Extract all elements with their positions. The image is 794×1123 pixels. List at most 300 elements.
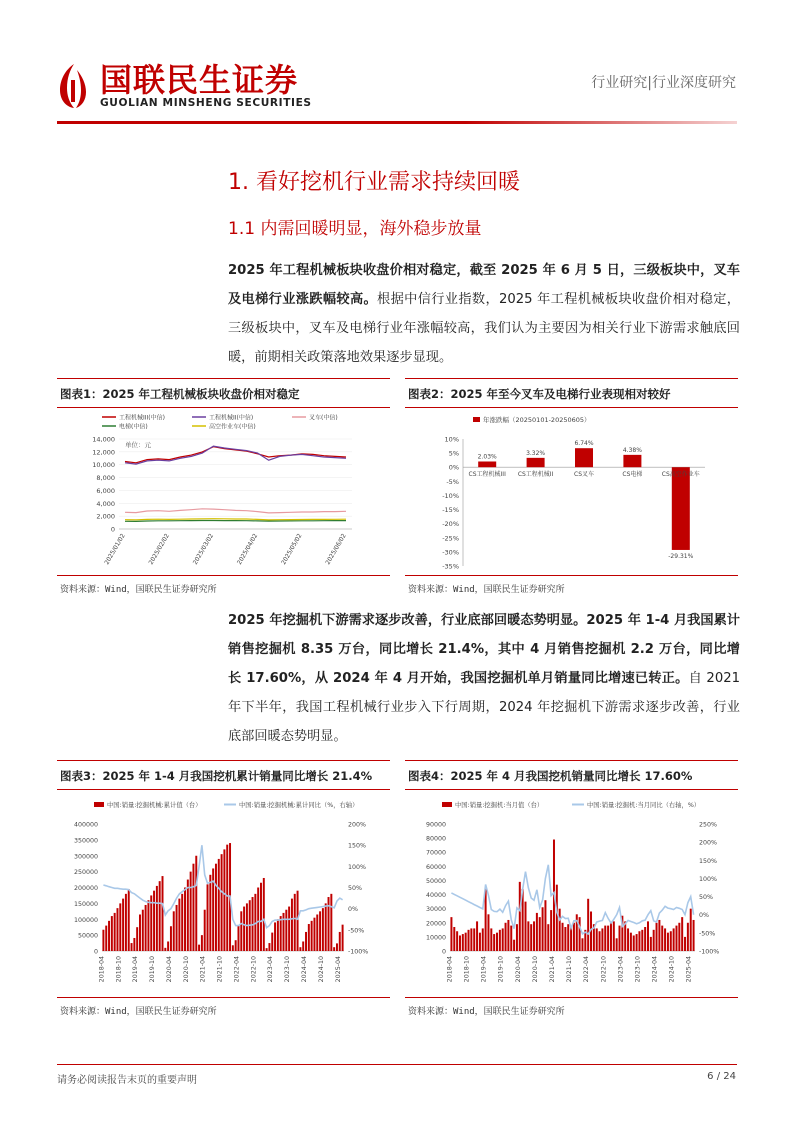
bar [294,894,296,951]
bar [610,923,612,951]
bar [133,938,135,951]
bar [487,914,489,951]
bar [305,932,307,951]
bar [570,927,572,951]
x-tick-label: 2023-10 [634,956,642,983]
y-tick-label: 200000 [73,885,98,892]
y-tick-label: -25% [442,534,459,543]
x-tick-label: 2024-10 [668,956,676,983]
series-line [125,446,346,464]
y-tick-label: 5% [448,449,459,458]
legend-label: 工程机械II(中信) [209,414,254,422]
bar [678,923,680,951]
bar [493,934,495,951]
bar [579,917,581,951]
legend-label: 中国:销量:挖掘机械:累计值（台） [107,802,202,809]
legend-label: 中国:销量:挖掘机械:累计同比（%，右轴） [239,802,359,809]
x-tick-label: 2018-10 [463,956,471,983]
brand-name-english: GUOLIAN MINSHENG SECURITIES [100,97,312,109]
y-tick-label: 300000 [73,853,98,861]
series-line [125,509,346,513]
bar [195,856,197,951]
bar [145,905,147,951]
x-tick-label: 2023-04 [267,956,275,983]
bar [333,947,335,951]
bar [271,933,273,951]
bar [240,911,242,951]
bar [116,908,118,951]
x-tick-label: CS工程机械II [517,471,554,479]
bar [263,878,265,951]
bar [525,902,527,951]
bar [207,884,209,951]
footer-divider [57,1064,737,1065]
bar [533,921,535,951]
y-tick-label: 10000 [425,934,446,942]
body-paragraph-1 [228,256,740,372]
bar [633,935,635,951]
bar [159,881,161,951]
bar [260,883,262,951]
bar [636,934,638,951]
bar [237,926,239,951]
bar [623,455,641,467]
figure-1-source: 资料来源：Wind，国联民生证券研究所 [60,585,217,595]
figure-1 [57,378,390,576]
bar [308,924,310,951]
y-tick-label: 14,000 [92,435,115,444]
bar [638,931,640,951]
bar [527,921,529,951]
figure-3-source: 资料来源：Wind，国联民生证券研究所 [60,1007,217,1017]
fig3-combo-chart [57,791,390,996]
y-tick-label: -10% [442,491,459,500]
bar [567,924,569,951]
x-tick-label: 2022-04 [233,956,241,983]
x-tick-label: 2018-10 [115,956,123,983]
bar [459,935,461,951]
bar [342,925,344,951]
y-tick-label: 10% [444,435,459,444]
paragraph-body: 自 2021 年下半年，我国工程机械行业步入下行周期，2024 年挖掘机下游需求逐步改善，行业底部回暖态势明显。 [228,671,740,744]
figure-3-title: 图表3：2025 年 1-4 月我国挖机累计销量同比增长 21.4% [60,769,373,783]
bar [667,933,669,951]
data-label: 2.03% [477,453,497,461]
bar [596,928,598,951]
bar [476,921,478,951]
bar [167,941,169,951]
bar [280,916,282,951]
fig4-combo-chart [405,791,738,996]
bar [673,928,675,951]
bar [268,943,270,951]
bar [693,920,695,951]
bar [450,917,452,951]
bar [661,926,663,951]
bar [156,886,158,951]
y2-tick-label: 0% [348,906,358,914]
bar [519,882,521,951]
data-label: 4.38% [622,446,642,454]
bar [556,885,558,951]
y2-tick-label: 100% [348,863,367,871]
x-tick-label: 2021-04 [199,956,207,983]
y-tick-label: 2,000 [96,512,115,521]
bar [607,926,609,951]
x-tick-label: 2023-04 [617,956,625,983]
y2-tick-label: 50% [699,894,713,902]
x-tick-label: 2024-04 [301,956,309,983]
x-tick-label: 2019-10 [149,956,157,983]
figure-4-title: 图表4：2025 年 4 月我国挖机销量同比增长 17.60% [408,769,693,783]
figure-2 [405,378,738,576]
bar [288,907,290,951]
y2-tick-label: 100% [699,875,718,883]
legend-swatch [473,417,480,422]
bar [502,928,504,951]
x-tick-label: CS高空作业车 [661,471,700,479]
x-tick-label: 2025/06/02 [324,532,348,566]
data-label: 3.32% [526,449,546,457]
x-tick-label: CS电梯 [622,471,643,479]
fig1-line-chart [57,409,390,574]
bar [664,928,666,951]
bar [624,921,626,951]
bar [209,875,211,951]
bar [470,928,472,951]
bar [575,448,593,467]
bar [462,934,464,951]
y2-tick-label: 150% [348,842,367,850]
paragraph-lead: 2025 年工程机械板块收盘价相对稳定，截至 2025 年 6 月 5 日，三级板块中，叉车及电梯行业涨跌幅较高。 [228,263,740,307]
bar [125,894,127,951]
x-tick-label: 2018-04 [98,956,106,983]
bar [187,880,189,951]
y-tick-label: 40000 [425,892,446,900]
legend-label: 年涨跌幅（20250101-20250605） [483,416,591,424]
bar [536,913,538,951]
y2-tick-label: -100% [348,948,369,956]
bar [192,864,194,951]
bar [478,461,496,467]
bar [485,889,487,951]
x-tick-label: 2020-04 [514,956,522,983]
y-tick-label: 90000 [425,821,446,829]
x-tick-label: CS叉车 [574,471,594,479]
y-tick-label: 8,000 [96,474,115,483]
bar [190,872,192,951]
bar [215,864,217,951]
y-tick-label: 350000 [73,837,98,845]
x-tick-label: 2024-04 [651,956,659,983]
bar [201,935,203,951]
y-tick-label: 400000 [73,821,98,829]
legend-swatch [442,802,452,807]
bar [468,930,470,951]
bar [142,910,144,951]
bar [601,928,603,951]
bar [527,458,545,467]
paragraph-lead: 2025 年挖掘机下游需求逐步改善，行业底部回暖态势明显。2025 年 1-4 月我国累计销售挖掘机 8.35 万台，同比增长 21.4%，其中 4 月销售挖掘机 2.2 万台，同比增长 17.60%，从 2024 年 4 月开始，我国挖掘机单月销量同比增速已转正。 [228,613,740,686]
bar [539,917,541,951]
x-tick-label: 2018-04 [446,956,454,983]
y2-tick-label: -50% [348,927,365,935]
y-tick-label: 30000 [425,906,446,914]
y-tick-label: 0 [441,948,446,956]
bar [599,931,601,951]
bar [285,910,287,951]
y2-tick-label: -100% [699,948,720,956]
bar [232,945,234,951]
bar [218,859,220,951]
x-tick-label: 2025/02/02 [147,532,171,566]
y-tick-label: 0 [110,525,115,534]
bar [153,891,155,951]
bar [499,930,501,951]
figure-3 [57,760,390,998]
bar [587,899,589,951]
y-tick-label: 6,000 [96,486,115,495]
bar [641,930,643,951]
header-divider [57,121,737,124]
bar [204,910,206,951]
x-tick-label: 2021-04 [548,956,556,983]
legend-label: 叉车(中信) [309,414,338,422]
bar [128,889,130,951]
bar [513,940,515,951]
brand-name: 国联民生证券 [100,61,299,99]
x-tick-label: 2021-10 [216,956,224,983]
legend-swatch [94,802,104,807]
y-tick-label: 70000 [425,849,446,857]
y-tick-label: 0% [448,463,459,472]
bar [496,933,498,951]
x-tick-label: CS工程机械III [468,471,506,479]
bar [325,903,327,951]
bar [330,894,332,951]
bar [690,909,692,951]
unit-label: 单位：元 [125,441,151,449]
figure-4-source: 资料来源：Wind，国联民生证券研究所 [408,1007,565,1017]
y2-tick-label: 200% [348,821,367,829]
bar [131,943,133,951]
bar [299,947,301,951]
x-tick-label: 2020-10 [531,956,539,983]
x-tick-label: 2025/01/02 [103,532,127,566]
x-tick-label: 2019-10 [497,956,505,983]
bar [122,899,124,951]
y-tick-label: -30% [442,548,459,557]
y-tick-label: 20000 [425,920,446,928]
legend-label: 电梯(中信) [119,423,148,431]
figure-2-source: 资料来源：Wind，国联民生证券研究所 [408,585,565,595]
bar [542,907,544,951]
bar [198,945,200,951]
y-tick-label: -5% [446,477,459,486]
bar [670,931,672,951]
bar [675,926,677,951]
bar [176,905,178,951]
series-line [125,519,346,520]
y-tick-label: 60000 [425,863,446,871]
bar [170,926,172,951]
legend-label: 中国:销量:挖掘机:当月值（台） [455,802,544,809]
bar [559,909,561,951]
bar [105,926,107,951]
bar [339,932,341,951]
bar [644,927,646,951]
bar [291,899,293,951]
bar [114,913,116,951]
bar [266,948,268,951]
fig2-bar-chart [405,409,738,574]
bar [604,926,606,951]
bar [482,928,484,951]
bar [164,948,166,951]
bar [507,920,509,951]
bar [150,895,152,951]
bar [184,888,186,952]
bar [319,911,321,951]
series-line [125,521,346,522]
x-tick-label: 2022-04 [583,956,591,983]
bar [119,903,121,951]
x-tick-label: 2025/05/02 [280,532,304,566]
bar [490,928,492,951]
bar [630,933,632,951]
y-tick-label: 12,000 [92,448,115,457]
bar [650,937,652,951]
y-tick-label: 10,000 [92,461,115,470]
x-tick-label: 2023-10 [284,956,292,983]
data-label: -29.31% [668,552,694,560]
x-tick-label: 2020-04 [165,956,173,983]
bar [139,914,141,951]
bar [681,917,683,951]
x-tick-label: 2025-04 [334,956,342,983]
x-tick-label: 2020-10 [182,956,190,983]
x-tick-label: 2024-10 [317,956,325,983]
y2-tick-label: 0% [699,912,709,920]
body-paragraph-2 [228,606,740,751]
brand-logo-icon [57,62,91,110]
y-tick-label: 4,000 [96,499,115,508]
footer-disclaimer: 请务必阅读报告末页的重要声明 [57,1075,197,1086]
bar [173,911,175,951]
figure-2-title: 图表2：2025 年至今叉车及电梯行业表现相对较好 [408,387,671,401]
bar [465,933,467,951]
y-tick-label: 250000 [73,869,98,877]
bar [547,924,549,951]
bar [147,900,149,951]
bar [221,854,223,951]
x-tick-label: 2025/04/02 [235,532,260,566]
bar [510,926,512,951]
bar [505,923,507,951]
bar [111,916,113,951]
section-heading: 1. 看好挖机行业需求持续回暖 [228,170,520,195]
bar [647,921,649,951]
bar [162,876,164,951]
bar [453,927,455,951]
y-tick-label: 80000 [425,835,446,843]
y2-tick-label: 150% [699,857,718,865]
bar [322,908,324,951]
bar [573,923,575,951]
x-tick-label: 2019-04 [132,956,140,983]
bar [544,900,546,951]
y-tick-label: -15% [442,506,459,515]
y2-tick-label: 250% [699,821,718,829]
bar [516,924,518,951]
y2-tick-label: 200% [699,839,718,847]
bar [246,903,248,951]
bar [223,849,225,951]
bar [336,943,338,951]
bar [656,923,658,951]
bar [136,927,138,951]
bar [274,922,276,951]
bar [178,899,180,951]
bar [658,920,660,951]
bar [456,931,458,951]
paragraph-body: 根据中信行业指数，2025 年工程机械板块收盘价相对稳定，三级板块中，叉车及电梯行业年涨幅较高，我们认为主要因为相关行业下游需求触底回暖，前期相关政策落地效果逐步显现。 [228,292,740,365]
legend-label: 高空作业车(中信) [209,423,256,431]
x-tick-label: 2022-10 [600,956,608,983]
bar [653,930,655,951]
bar [684,937,686,951]
y-tick-label: 50000 [77,932,98,940]
bar [581,938,583,951]
bar [687,923,689,951]
bar [616,938,618,951]
bar [473,928,475,951]
bar [302,941,304,951]
report-category: 行业研究|行业深度研究 [591,75,736,91]
x-tick-label: 2022-10 [250,956,258,983]
bar [102,930,104,951]
bar [479,933,481,951]
bar [311,921,313,951]
y-tick-label: -35% [442,562,459,571]
figure-4 [405,760,738,998]
x-tick-label: 2025-04 [685,956,693,983]
bar [627,928,629,951]
bar [181,894,183,951]
legend-label: 工程机械III(中信) [119,414,165,422]
bar [235,940,237,951]
y2-tick-label: -50% [699,930,716,938]
bar [316,914,318,951]
bar [226,845,228,951]
y-tick-label: 0 [93,948,98,956]
y-tick-label: 50000 [425,877,446,885]
bar [550,910,552,951]
bar [564,927,566,951]
bar [672,467,690,550]
subsection-heading: 1.1 内需回暖明显，海外稳步放量 [228,219,482,239]
legend-label: 中国:销量:挖掘机:当月同比（右轴，%） [587,802,701,809]
y-tick-label: -20% [442,520,459,529]
bar [257,888,259,952]
y2-tick-label: 50% [348,885,362,892]
data-label: 6.74% [574,440,594,448]
x-tick-label: 2019-04 [480,956,488,983]
figure-1-title: 图表1：2025 年工程机械板块收盘价相对稳定 [60,387,300,401]
bar [277,919,279,951]
bar [313,918,315,951]
bar [297,891,299,951]
